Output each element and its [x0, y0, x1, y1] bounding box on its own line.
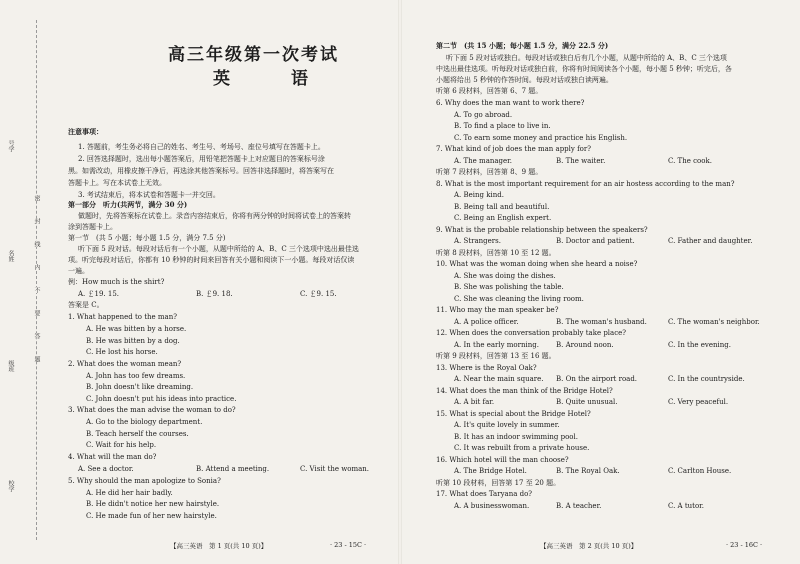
question: 3. What does the man advise the woman to do? [68, 406, 236, 414]
notes-item: 2. 回答选择题时，选出每小题答案后，用铅笔把答题卡上对应题目的答案标号涂 [78, 155, 325, 163]
question: 15. What is special about the Bridge Hotel? [436, 409, 591, 418]
notes-item: 答题卡上。写在本试卷上无效。 [68, 179, 166, 187]
question: 1. What happened to the man? [68, 313, 177, 321]
material-note: 听第 10 段材料，回答第 17 至 20 题。 [436, 478, 561, 487]
answer-option: B. Teach herself the courses. [86, 429, 189, 438]
answer-option: B. The waiter. [556, 156, 606, 165]
question: 17. What does Taryana do? [436, 490, 533, 498]
answer-option: B. Doctor and patient. [556, 237, 635, 245]
answer-option: B. A teacher. [556, 501, 602, 510]
answer-option: A. She was doing the dishes. [454, 271, 556, 280]
seal-char: 内 [33, 264, 40, 270]
answer-option: B. Being tall and beautiful. [454, 202, 550, 211]
footer-right-text: 【高三英语 第 2 页(共 10 页)】 [540, 542, 638, 550]
section1-intro-line: 项。听完每段对话后，你都有 10 秒钟的时间来回答有关小题和阅读下一小题。每段对话仅读 [68, 256, 355, 264]
answer-option: B. On the airport road. [556, 375, 638, 383]
answer-option: C. John doesn't put his ideas into practice. [86, 394, 237, 403]
answer-option: A. The manager. [454, 156, 512, 165]
footer-left-text: 【高三英语 第 1 页(共 10 页)】 [170, 542, 268, 550]
question: 5. Why should the man apologize to Sonia? [68, 476, 221, 485]
answer-option: A. A police officer. [454, 317, 519, 326]
question: 14. What does the man think of the Bridge Hotel? [436, 386, 613, 395]
answer-option: B. She was polishing the table. [454, 283, 564, 291]
answer-option: C. Visit the woman. [300, 464, 370, 473]
answer-option: A. The Bridge Hotel. [454, 467, 527, 475]
answer-option: A. It's quite lovely in summer. [454, 421, 560, 429]
answer-option: C. Very peaceful. [668, 398, 729, 406]
answer-option: A. He did her hair badly. [86, 488, 173, 497]
notes-heading: 注意事项： [68, 127, 103, 136]
seal-line [36, 20, 37, 540]
sidebar-label: 号学 [7, 140, 14, 152]
material-note: 听第 8 段材料，回答第 10 至 12 题。 [436, 248, 556, 257]
seal-char: 密 [33, 195, 40, 201]
question: 13. Where is the Royal Oak? [436, 363, 537, 372]
answer-option: C. Wait for his help. [86, 441, 157, 449]
answer-option: A. A bit far. [454, 398, 495, 406]
question: 2. What does the woman mean? [68, 359, 182, 368]
section1-intro-line: 听下面 5 段对话。每段对话后有一个小题，从题中所给的 A、B、C 三个选项中选出最佳选 [78, 245, 359, 253]
question: 6. Why does the man want to work there? [436, 99, 585, 107]
answer-option: A. Being kind. [454, 191, 504, 199]
part2-intro-line: 听下面 5 段对话或独白。每段对话或独白后有几个小题，从题中所给的 A、B、C 三个选项 [446, 54, 727, 62]
example-option: C. ￡9. 15. [300, 290, 337, 298]
page-title: 高三年级第一次考试 [168, 45, 339, 65]
answer-option: C. He lost his horse. [86, 348, 158, 356]
answer-option: C. He made fun of her new hairstyle. [86, 511, 217, 520]
answer-option: A. A businesswoman. [454, 501, 530, 510]
answer-option: C. Carlton House. [668, 467, 732, 475]
answer-option: B. He was bitten by a dog. [86, 336, 180, 345]
answer-option: B. To find a place to live in. [454, 122, 551, 130]
answer-option: A. In the early morning. [454, 340, 539, 349]
subject-title: 英 语 [213, 69, 330, 89]
question: 11. Who may the man speaker be? [436, 306, 559, 314]
question: 12. When does the conversation probably take place? [436, 329, 627, 337]
answer-option: A. He was bitten by a horse. [86, 325, 187, 333]
part2-heading: 第二节 (共 15 小题；每小题 1.5 分，满分 22.5 分) [436, 41, 609, 50]
seal-char: 封 [33, 218, 40, 224]
example-option: A. ￡19. 15. [78, 290, 119, 298]
section1-heading: 第一节 (共 5 小题；每小题 1.5 分，满分 7.5 分) [68, 234, 226, 242]
question: 10. What was the woman doing when she heard a noise? [436, 260, 638, 268]
footer-left-code: · 23 - 15C · [330, 541, 367, 549]
notes-item: 黑。如需改动，用橡皮擦干净后，再选涂其他答案标号。回答非选择题时，将答案写在 [68, 167, 334, 175]
answer-option: C. In the countryside. [668, 375, 745, 383]
answer-option: B. John doesn't like dreaming. [86, 383, 194, 391]
sidebar-label: 级班 [7, 360, 14, 372]
answer-option: C. The cook. [668, 156, 712, 165]
question: 9. What is the probable relationship between the speakers? [436, 225, 648, 234]
notes-item: 1. 答题前，考生务必将自己的姓名、考生号、考场号、座位号填写在答题卡上。 [78, 143, 325, 151]
answer-option: C. In the evening. [668, 340, 731, 349]
part2-intro-line: 中选出最佳选项。听每段对话或独白前，你将有时间阅读各个小题，每小题 5 秒钟；听完后，各 [436, 65, 732, 73]
answer-option: A. Go to the biology department. [86, 418, 203, 426]
answer-option: B. It has an indoor swimming pool. [454, 432, 578, 441]
question: 16. Which hotel will the man choose? [436, 455, 569, 464]
question: 8. What is the most important requirement for an air hostess according to the man? [436, 179, 735, 188]
question: 7. What kind of job does the man apply for? [436, 145, 591, 153]
footer-right-code: · 23 - 16C · [726, 541, 763, 549]
seal-char: 要 [33, 310, 40, 316]
answer-option: C. It was rebuilt from a private house. [454, 444, 590, 452]
sidebar-label: 名姓 [7, 250, 14, 262]
seal-char: 答 [33, 333, 40, 339]
example-question: 例：How much is the shirt? [68, 278, 165, 286]
question: 4. What will the man do? [68, 452, 157, 461]
answer-option: A. To go abroad. [454, 110, 513, 119]
answer-option: C. A tutor. [668, 501, 704, 510]
answer-option: B. Quite unusual. [556, 398, 618, 406]
sidebar-label: 校学 [7, 480, 14, 492]
answer-option: C. Being an English expert. [454, 214, 552, 222]
answer-option: B. Attend a meeting. [196, 464, 270, 473]
answer-option: C. Father and daughter. [668, 237, 753, 245]
answer-option: A. Strangers. [454, 237, 501, 245]
answer-option: A. John has too few dreams. [86, 371, 186, 380]
answer-option: A. Near the main square. [454, 375, 544, 383]
section1-intro-line: 一遍。 [68, 267, 89, 275]
notes-item: 3. 考试结束后，将本试卷和答题卡一并交回。 [78, 191, 220, 199]
answer-option: A. See a doctor. [78, 464, 134, 473]
answer-option: B. He didn't notice her new hairstyle. [86, 500, 220, 508]
part1-heading: 第一部分 听力(共两节，满分 30 分) [68, 200, 188, 209]
seal-char: 线 [33, 241, 40, 247]
part2-intro-line: 听第 6 段材料，回答第 6、7 题。 [436, 87, 543, 95]
material-note: 听第 7 段材料，回答第 8、9 题。 [436, 168, 543, 176]
seal-char: 不 [33, 287, 40, 293]
page-fold [398, 0, 402, 564]
material-note: 听第 9 段材料，回答第 13 至 16 题。 [436, 352, 556, 360]
part2-intro-line: 小题将给出 5 秒钟的作答时间。每段对话或独白读两遍。 [436, 76, 613, 84]
answer-option: C. She was cleaning the living room. [454, 294, 584, 303]
answer-option: C. The woman's neighbor. [668, 317, 760, 326]
answer-option: B. The woman's husband. [556, 317, 647, 326]
answer-option: B. Around noon. [556, 340, 614, 349]
part1-intro-line: 做题时，先将答案标在试卷上。录音内容结束后，你将有两分钟的时间将试卷上的答案转 [78, 212, 351, 220]
answer-option: B. The Royal Oak. [556, 467, 620, 475]
answer-option: C. To earn some money and practice his English. [454, 133, 628, 142]
example-option: B. ￡9. 18. [196, 290, 233, 298]
part1-intro-line: 涂到答题卡上。 [68, 223, 117, 231]
seal-char: 题 [33, 356, 40, 362]
example-answer: 答案是 C。 [68, 301, 104, 309]
